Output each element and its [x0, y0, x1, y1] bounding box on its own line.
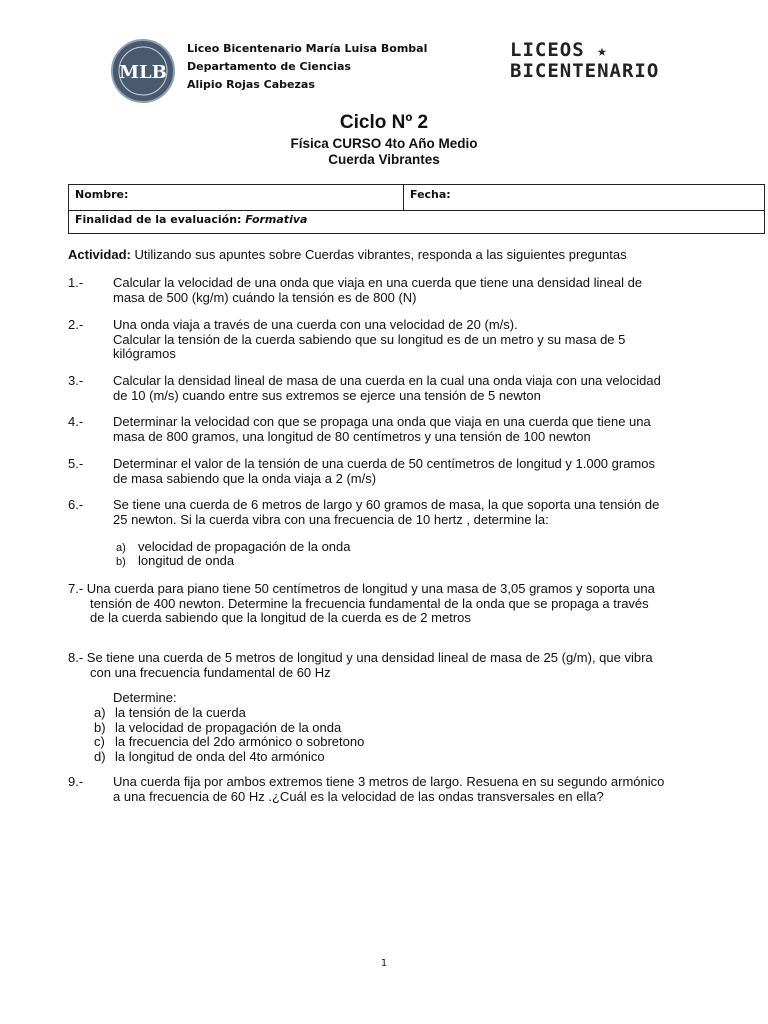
sub-item-text: velocidad de propagación de la onda: [138, 539, 351, 554]
question-number: 1.-: [68, 275, 84, 290]
question-line: Calcular la tensión de la cuerda sabiendo que su longitud es de un metro y su masa de 5: [113, 331, 626, 347]
logo-monogram: MLB: [119, 62, 167, 83]
question-text: [113, 318, 753, 362]
sub-item: [116, 554, 234, 570]
teacher-name: Alipio Rojas Cabezas: [187, 78, 315, 91]
sub-item-label: d): [94, 748, 106, 764]
activity-label: Actividad:: [68, 247, 131, 262]
subtitle-topic: Cuerda Vibrantes: [328, 152, 440, 167]
subtitle-course: Física CURSO 4to Año Medio: [290, 136, 478, 151]
name-label: Nombre:: [75, 188, 129, 201]
question-line: Una cuerda fija por ambos extremos tiene 3 metros de largo. Resuena en su segundo armónico: [113, 774, 665, 789]
question-text: [113, 374, 753, 403]
purpose-value: Formativa: [245, 213, 308, 226]
question-number: 9.-: [68, 774, 84, 789]
question-line: tensión de 400 newton. Determine la frecuencia fundamental de la onda que se propaga a través: [90, 595, 649, 611]
date-label: Fecha:: [410, 188, 451, 201]
question-text: [113, 498, 753, 527]
brand-logo: [510, 40, 659, 82]
question-number: 2.-: [68, 317, 84, 332]
activity-text: Utilizando sus apuntes sobre Cuerdas vibrantes, responda a las siguientes preguntas: [130, 247, 627, 262]
sub-item-label: b): [116, 556, 126, 568]
question-line: Calcular la velocidad de una onda que viaja en una cuerda que tiene una densidad lineal de: [113, 275, 643, 290]
question-8: [68, 651, 758, 680]
question-line: 8.- Se tiene una cuerda de 5 metros de longitud y una densidad lineal de masa de 25 (g/m), que vibra: [68, 650, 653, 665]
sub-item-text: la velocidad de propagación de la onda: [115, 719, 342, 735]
determine-label: Determine:: [113, 690, 177, 705]
question-line: a una frecuencia de 60 Hz .¿Cuál es la velocidad de las ondas transversales en ella?: [113, 788, 604, 804]
question-line: kilógramos: [113, 346, 176, 361]
brand-line2: BICENTENARIO: [510, 60, 660, 82]
school-logo: [110, 38, 176, 104]
question-number: 3.-: [68, 373, 84, 388]
question-line: 25 newton. Si la cuerda vibra con una frecuencia de 10 hertz , determine la:: [113, 511, 549, 527]
question-line: de 10 (m/s) cuando entre sus extremos se ejerce una tensión de 5 newton: [113, 387, 541, 403]
sub-item: [94, 721, 364, 736]
question-text: [113, 457, 753, 486]
question-text: [113, 775, 753, 804]
question-number: 6.-: [68, 497, 84, 512]
school-info: [187, 40, 427, 94]
sub-item-label: c): [94, 734, 105, 749]
form-row-name-date: [69, 185, 764, 211]
question-line: masa de 800 gramos, una longitud de 80 centímetros y una tensión de 100 newton: [113, 428, 591, 444]
question-line: 7.- Una cuerda para piano tiene 50 centímetros de longitud y una masa de 3,05 gramos y soporta una: [68, 581, 655, 596]
brand-line1: LICEOS: [510, 39, 585, 61]
question-line: masa de 500 (kg/m) cuándo la tensión es de 800 (N): [113, 289, 417, 305]
sub-item: [94, 750, 364, 765]
question-line: Calcular la densidad lineal de masa de una cuerda en la cual una onda viaja con una velocidad: [113, 373, 661, 388]
sub-item-text: la frecuencia del 2do armónico o sobretono: [115, 734, 365, 749]
sub-item: [94, 706, 364, 721]
q8-items: [94, 706, 364, 764]
question-line: de la cuerda sabiendo que la longitud de la cuerda es de 2 metros: [90, 610, 471, 625]
sub-item-text: longitud de onda: [138, 553, 235, 568]
sub-item-label: a): [94, 705, 106, 720]
question-line: Determinar la velocidad con que se propaga una onda que viaja en una cuerda que tiene una: [113, 414, 651, 429]
department-name: Departamento de Ciencias: [187, 60, 351, 73]
question-text: [113, 276, 753, 305]
sub-item-label: b): [94, 719, 106, 735]
student-info-table: [68, 184, 765, 234]
question-number: 5.-: [68, 456, 84, 471]
question-line: con una frecuencia fundamental de 60 Hz: [90, 664, 331, 680]
school-name: Liceo Bicentenario María Luisa Bombal: [187, 42, 428, 55]
question-number: 4.-: [68, 414, 84, 429]
page-title: Ciclo Nº 2: [339, 112, 429, 133]
question-line: de masa sabiendo que la onda viaja a 2 (m/s): [113, 470, 377, 486]
page-number: 1: [380, 958, 388, 969]
question-line: Determinar el valor de la tensión de una cuerda de 50 centímetros de longitud y 1.000 gramos: [113, 456, 655, 471]
star-icon: ★: [597, 41, 608, 60]
sub-item-text: la longitud de onda del 4to armónico: [115, 748, 325, 764]
purpose-label: Finalidad de la evaluación:: [75, 213, 242, 226]
question-line: Una onda viaja a través de una cuerda con una velocidad de 20 (m/s).: [113, 317, 518, 332]
evaluation-purpose: [69, 210, 313, 234]
question-line: Se tiene una cuerda de 6 metros de largo y 60 gramos de masa, la que soporta una tensión de: [113, 497, 660, 512]
activity-instruction: [68, 248, 627, 263]
question-text: [113, 415, 753, 444]
sub-item-label: a): [116, 542, 126, 554]
sub-item-text: la tensión de la cuerda: [115, 705, 246, 720]
sub-item: [94, 735, 364, 750]
question-7: [68, 582, 758, 626]
